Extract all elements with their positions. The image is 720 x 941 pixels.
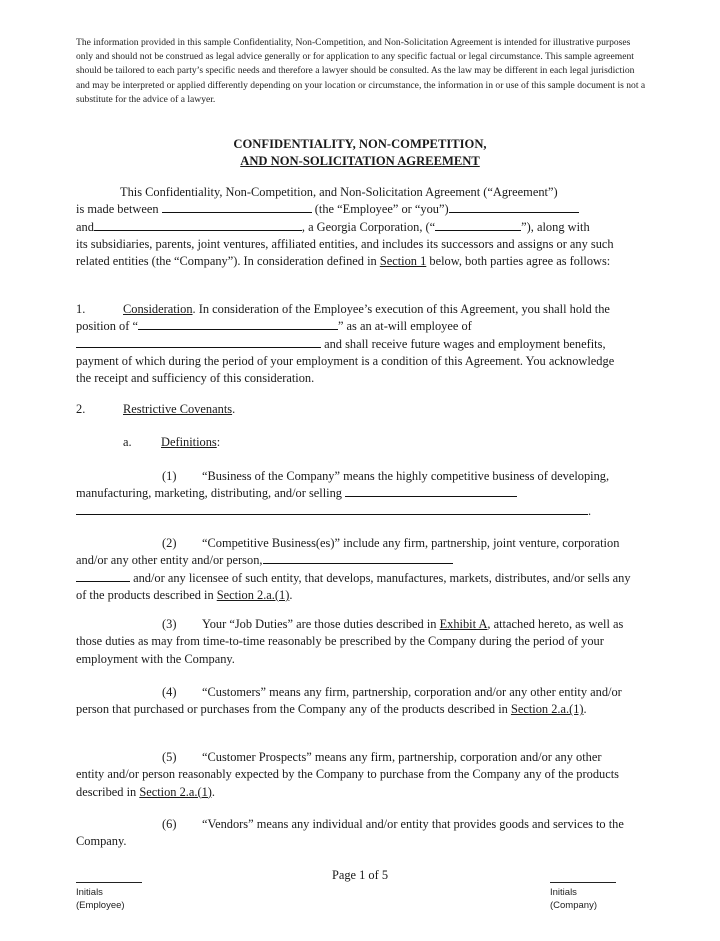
definition-text: Your “Job Duties” are those duties described in [202, 617, 440, 631]
intro-line-1: This Confidentiality, Non-Competition, and Non-Solicitation Agreement (“Agreement”) [120, 185, 558, 199]
definition-4: (4) “Customers” means any firm, partnership, corporation and/or any other entity and/or person that purchased or purchases from the Company any of the products described in Section 2.a.(1). [76, 685, 622, 717]
initials-employee-line[interactable] [76, 882, 142, 883]
initials-label: Initials [550, 887, 577, 898]
products-blank[interactable] [345, 485, 517, 497]
intro-line-2 [76, 201, 631, 218]
definition-text: “Customer Prospects” means any firm, partnership, corporation and/or any other entity and/or person reasonably expected by the Company to purchase from the Company any of the products described in [76, 750, 619, 799]
section-text: and shall receive future wages and employment benefits, payment of which during the period of your employment is a condition of this Agreement. You acknowledge the receipt and sufficiency of this consideration. [76, 336, 615, 386]
definition-text: “Business of the Company” means the highly competitive business of developing, manufacturing, marketing, distributing, and/or selling [76, 469, 610, 501]
definition-number: (5) [162, 750, 177, 764]
section-2a1-link[interactable]: Section 2.a.(1) [510, 702, 584, 717]
section-text: ” as an at-will employee of [337, 319, 472, 334]
definition-number: (4) [162, 685, 177, 699]
section-2a1-link[interactable]: Section 2.a.(1) [139, 784, 212, 799]
definition-text: “Customers” means any firm, partnership, corporation and/or any other entity and/or person that purchased or purchases from the Company any of the products described in [76, 685, 622, 717]
agreement-title [0, 136, 720, 170]
intro-paragraph [76, 184, 631, 270]
intro-text: , a Georgia Corporation, (“ [301, 219, 436, 234]
section-text: . In consideration of the Employee’s execution of this Agreement, you shall hold the position of “ [76, 302, 610, 334]
title-line-1: CONFIDENTIALITY, NON-COMPETITION, [233, 137, 487, 151]
initials-employee [76, 882, 142, 912]
subsection-heading: Definitions [161, 435, 217, 449]
definition-number: (6) [162, 817, 177, 831]
employee-name-blank[interactable] [162, 201, 312, 213]
section-2a1-link[interactable]: Section 2.a.(1) [216, 587, 290, 602]
initials-party-label: (Company) [550, 900, 597, 911]
section-1 [76, 301, 631, 387]
definition-1: (1) “Business of the Company” means the highly competitive business of developing, manufacturing, marketing, distributing, and/or selling . [76, 469, 610, 518]
intro-text: and [76, 219, 94, 234]
intro-text: below, both parties agree as follows: [426, 254, 611, 269]
section-2: 2. Restrictive Covenants. [76, 401, 631, 418]
company-name-blank[interactable] [94, 219, 302, 231]
page-number: Page 1 of 5 [331, 868, 389, 882]
section-heading: Consideration [123, 302, 193, 316]
definition-5: (5) “Customer Prospects” means any firm, partnership, corporation and/or any other entity and/or person reasonably expected by the Company to purchase from the Company any of the products described in Section 2.a.(1). [76, 750, 619, 799]
definition-3 [76, 616, 631, 668]
company-short-name-blank[interactable] [435, 219, 521, 231]
exhibit-a-link[interactable]: Exhibit A [439, 617, 488, 631]
position-blank[interactable] [138, 318, 338, 330]
intro-line-3 [76, 219, 631, 236]
section-number: 1. [76, 302, 86, 316]
employer-blank[interactable] [76, 336, 321, 348]
competitors-blank-2[interactable] [76, 570, 130, 582]
initials-company [550, 882, 616, 912]
products-blank-2[interactable] [76, 503, 588, 515]
definition-text: “Competitive Business(es)” include any firm, partnership, joint venture, corporation and/or any other entity and/or person, [76, 536, 620, 568]
intro-line-4 [76, 236, 631, 271]
definition-number: (1) [162, 469, 177, 483]
section-heading: Restrictive Covenants [123, 402, 233, 416]
initials-party-label: (Employee) [76, 900, 125, 911]
definition-number: (2) [162, 536, 177, 550]
initials-label: Initials [76, 887, 103, 898]
definition-text: “Vendors” means any individual and/or entity that provides goods and services to the Company. [76, 817, 624, 849]
definition-6 [76, 816, 631, 851]
section-number: 2. [76, 402, 86, 416]
intro-text: (the “Employee” or “you”) [311, 202, 449, 217]
section-1-link[interactable]: Section 1 [379, 254, 427, 269]
subsection-label: a. [123, 435, 132, 449]
competitors-blank[interactable] [263, 552, 453, 564]
title-line-2: AND NON-SOLICITATION AGREEMENT [240, 154, 480, 168]
definition-text: and/or any licensee of such entity, that develops, manufactures, markets, distributes, and/or sells any of the products described in [76, 570, 631, 602]
initials-company-line[interactable] [550, 882, 616, 883]
intro-text: ”), along with [521, 219, 590, 234]
employee-blank-2[interactable] [449, 201, 579, 213]
definition-number: (3) [162, 617, 177, 631]
disclaimer: The information provided in this sample Confidentiality, Non-Competition, and Non-Solicitation Agreement is intended for illustrative purposes only and should not be construed as legal advice generally or for application to any specific factual or legal circumstance. This sample agreement should be tailored to each party’s specific needs and therefore a lawyer should be consulted. As the law may be different in each legal jurisdiction and may be interpreted or applied differently depending on your location or circumstance, the information in or use of this sample document is not a substitute for the advice of a lawyer. [76, 37, 646, 105]
subsection-a: a. Definitions: [76, 434, 631, 451]
intro-text: its subsidiaries, parents, joint ventures, affiliated entities, and includes its successors and assigns or any such related entities (the “Company”). In consideration defined in [76, 236, 614, 269]
intro-text: is made between [76, 202, 162, 217]
definition-2: (2) “Competitive Business(es)” include any firm, partnership, joint venture, corporation and/or any other entity and/or person, and/or any licensee of such entity, that develops, manufactures, markets, distributes, and/or sells any of the products described in Section 2.a.(1). [76, 536, 631, 602]
definition-text: , attached hereto, as well as those duties as may from time-to-time reasonably be prescribed by the Company during the period of your employment with the Company. [76, 617, 624, 666]
